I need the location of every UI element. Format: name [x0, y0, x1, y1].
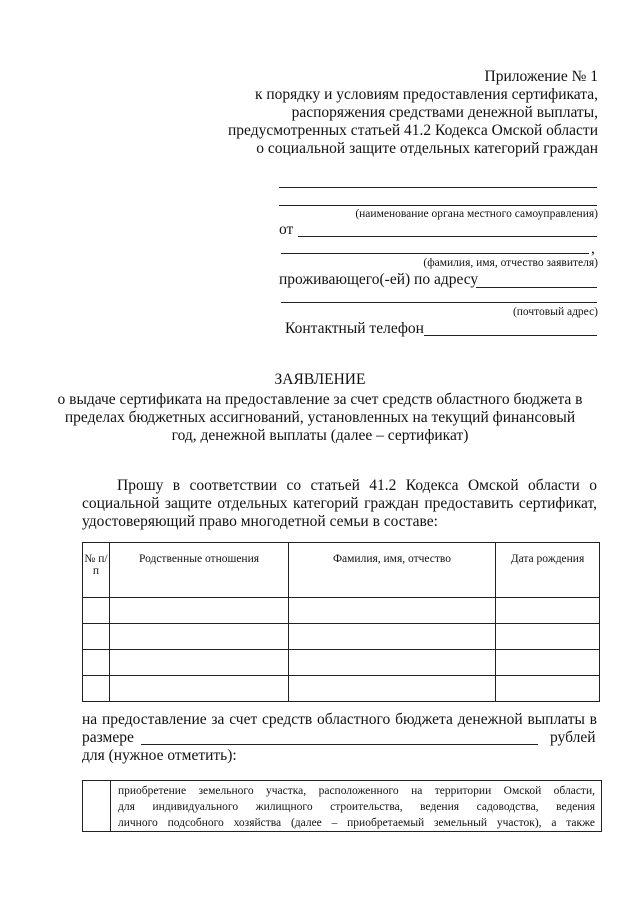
option-line-3: личного подсобного хозяйства (далее – приобретаемый земельный участок), а также	[118, 817, 595, 829]
body-line-1: Прошу в соответствии со статьей 41.2 Кодекса Омской области о	[117, 477, 597, 494]
appendix-line-4: о социальной защите отдельных категорий граждан	[256, 140, 598, 157]
option-line-1: приобретение земельного участка, расположенного на территории Омской области,	[118, 785, 595, 797]
option-text	[118, 783, 595, 831]
body-line-3: удостоверяющий право многодетной семьи в составе:	[82, 513, 438, 530]
col-header-relation: Родственные отношения	[110, 543, 289, 598]
option-checkbox[interactable]	[83, 781, 110, 831]
cell-relation[interactable]	[110, 598, 289, 624]
comma: ,	[591, 240, 595, 257]
phone-line[interactable]	[424, 335, 597, 336]
statement-subtitle-2: пределах бюджетных ассигнований, установленных на текущий финансовый	[64, 409, 576, 426]
body-line-2: социальной защите отдельных категорий граждан предоставить сертификат,	[82, 495, 597, 512]
cell-number[interactable]	[83, 650, 110, 676]
cell-relation[interactable]	[110, 624, 289, 650]
cell-fio[interactable]	[289, 598, 496, 624]
cell-number[interactable]	[83, 598, 110, 624]
cell-birthdate[interactable]	[496, 598, 600, 624]
family-table	[82, 542, 600, 702]
table-row	[83, 598, 600, 624]
table-row	[83, 624, 600, 650]
amount-line[interactable]	[141, 744, 538, 745]
appendix-line-1: к порядку и условиям предоставления сертификата,	[254, 86, 598, 103]
appendix-line-3: предусмотренных статьей 41.2 Кодекса Омской области	[228, 122, 598, 139]
table-row	[83, 650, 600, 676]
phone-label: Контактный телефон	[285, 320, 424, 337]
table-header-row	[83, 543, 600, 598]
org-caption: (наименование органа местного самоуправления)	[355, 208, 598, 220]
option-box	[82, 780, 602, 832]
size-label: размере	[82, 729, 134, 746]
fio-line[interactable]	[281, 253, 589, 254]
address-label: проживающего(-ей) по адресу	[279, 271, 479, 288]
table-row	[83, 676, 600, 702]
org-name-line-2[interactable]	[279, 205, 597, 206]
postal-caption: (почтовый адрес)	[512, 306, 598, 318]
col-header-birthdate: Дата рождения	[496, 543, 600, 598]
cell-number[interactable]	[83, 624, 110, 650]
option-line-2: для индивидуального жилищного строительства, ведения садоводства, ведения	[118, 801, 595, 813]
cell-birthdate[interactable]	[496, 676, 600, 702]
cell-number[interactable]	[83, 676, 110, 702]
col-header-number: № п/п	[83, 543, 110, 598]
cell-relation[interactable]	[110, 676, 289, 702]
from-line[interactable]	[298, 236, 597, 237]
col-header-fio: Фамилия, имя, отчество	[289, 543, 496, 598]
fio-caption: (фамилия, имя, отчество заявителя)	[423, 257, 598, 269]
payment-line-3: для (нужное отметить):	[82, 747, 237, 764]
cell-fio[interactable]	[289, 624, 496, 650]
cell-fio[interactable]	[289, 676, 496, 702]
cell-birthdate[interactable]	[496, 624, 600, 650]
address-line-1[interactable]	[476, 287, 597, 288]
currency-label: рублей	[550, 729, 596, 746]
cell-fio[interactable]	[289, 650, 496, 676]
statement-title: ЗАЯВЛЕНИЕ	[274, 371, 366, 388]
appendix-line-2: распоряжения средствами денежной выплаты,	[291, 104, 598, 121]
cell-relation[interactable]	[110, 650, 289, 676]
cell-birthdate[interactable]	[496, 650, 600, 676]
statement-subtitle-3: год, денежной выплаты (далее – сертификат)	[171, 427, 469, 444]
address-line-2[interactable]	[281, 302, 597, 303]
appendix-title: Приложение № 1	[484, 68, 598, 85]
from-label: от	[279, 221, 294, 238]
checkbox-divider	[110, 781, 111, 831]
statement-subtitle-1: о выдаче сертификата на предоставление за счет средств областного бюджета в	[57, 391, 583, 408]
org-name-line-1[interactable]	[279, 187, 597, 188]
payment-line-1: на предоставление за счет средств областного бюджета денежной выплаты в	[82, 711, 597, 728]
